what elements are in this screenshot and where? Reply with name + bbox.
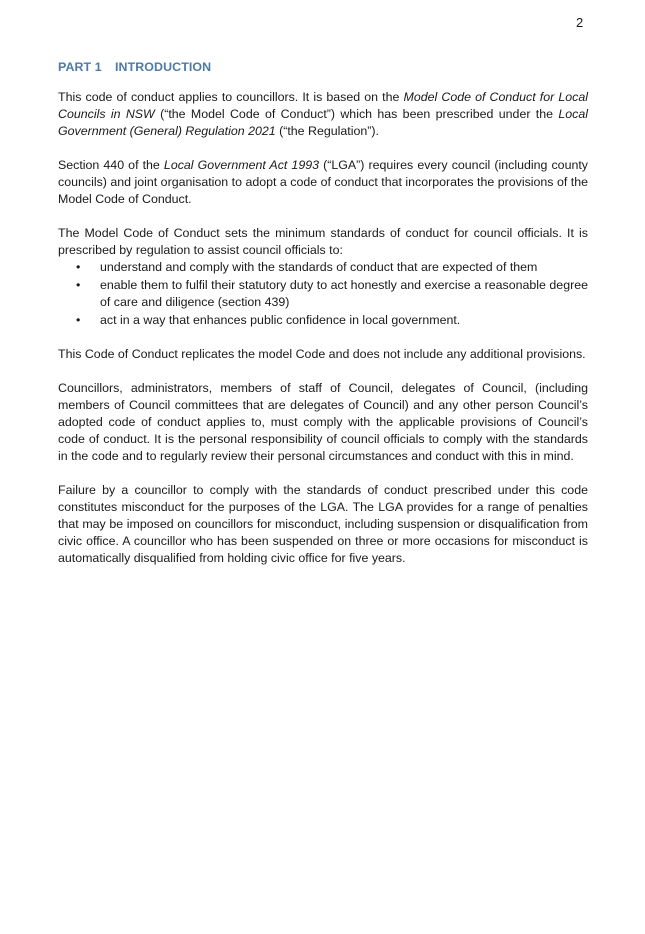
- list-item-text: understand and comply with the standards of conduct that are expected of them: [100, 260, 538, 274]
- list-item-text: enable them to fulfil their statutory duty to act honestly and exercise a reasonable degree of care and diligence (section 439): [100, 278, 588, 309]
- paragraph-section-440: [58, 157, 588, 208]
- list-item: [58, 259, 588, 276]
- paragraph-intro-text-c: (“the Regulation”).: [275, 124, 379, 138]
- bullet-icon: •: [76, 278, 81, 292]
- paragraph-model-code: The Model Code of Conduct sets the minimum standards of conduct for council officials. It is prescribed by regulation to assist council officials to:: [58, 226, 588, 257]
- model-code-title: Model Code of Conduct for Local Councils in NSW: [58, 90, 588, 121]
- section-part-label: PART 1: [58, 60, 102, 74]
- paragraph-intro: [58, 89, 588, 140]
- bullet-icon: •: [76, 260, 81, 274]
- paragraph-intro-text-b: (“the Model Code of Conduct”) which has been prescribed under the: [154, 107, 559, 121]
- paragraph-misconduct: Failure by a councillor to comply with the standards of conduct prescribed under this code constitutes misconduct for the purposes of the LGA. The LGA provides for a range of penalties that may be imposed on councillors for misconduct, including suspension or disqualification from civic office. A councillor who has been suspended on three or more occasions for misconduct is automatically disqualified from holding civic office for five years.: [58, 483, 588, 565]
- regulation-title: Local Government (General) Regulation 2021: [58, 107, 588, 138]
- paragraph-section-440-text-b: (“LGA”) requires every council (including county councils) and joint organisation to adopt a code of conduct that incorporates the provisions of the Model Code of Conduct.: [58, 158, 588, 206]
- list-item-text: act in a way that enhances public confidence in local government.: [100, 313, 461, 327]
- paragraph-intro-text-a: This code of conduct applies to councillors. It is based on the: [58, 90, 404, 104]
- section-title: INTRODUCTION: [115, 60, 212, 74]
- paragraph-replicates: This Code of Conduct replicates the model Code and does not include any additional provisions.: [58, 347, 586, 361]
- page-number: 2: [576, 15, 584, 30]
- list-item: [58, 277, 588, 311]
- document-body: [58, 59, 588, 584]
- act-title: Local Government Act 1993: [163, 158, 319, 172]
- bullet-list: [58, 259, 588, 329]
- paragraph-compliance: Councillors, administrators, members of staff of Council, delegates of Council, (including members of Council committees that are delegates of Council) and any other person Council’s adopted code of conduct applies to, must comply with the applicable provisions of Council’s code of conduct. It is the personal responsibility of council officials to comply with the standards in the code and to regularly review their personal circumstances and conduct with this in mind.: [58, 381, 588, 463]
- bullet-icon: •: [76, 313, 81, 327]
- list-item: [58, 312, 588, 329]
- paragraph-section-440-text-a: Section 440 of the: [58, 158, 164, 172]
- section-heading: [58, 59, 588, 76]
